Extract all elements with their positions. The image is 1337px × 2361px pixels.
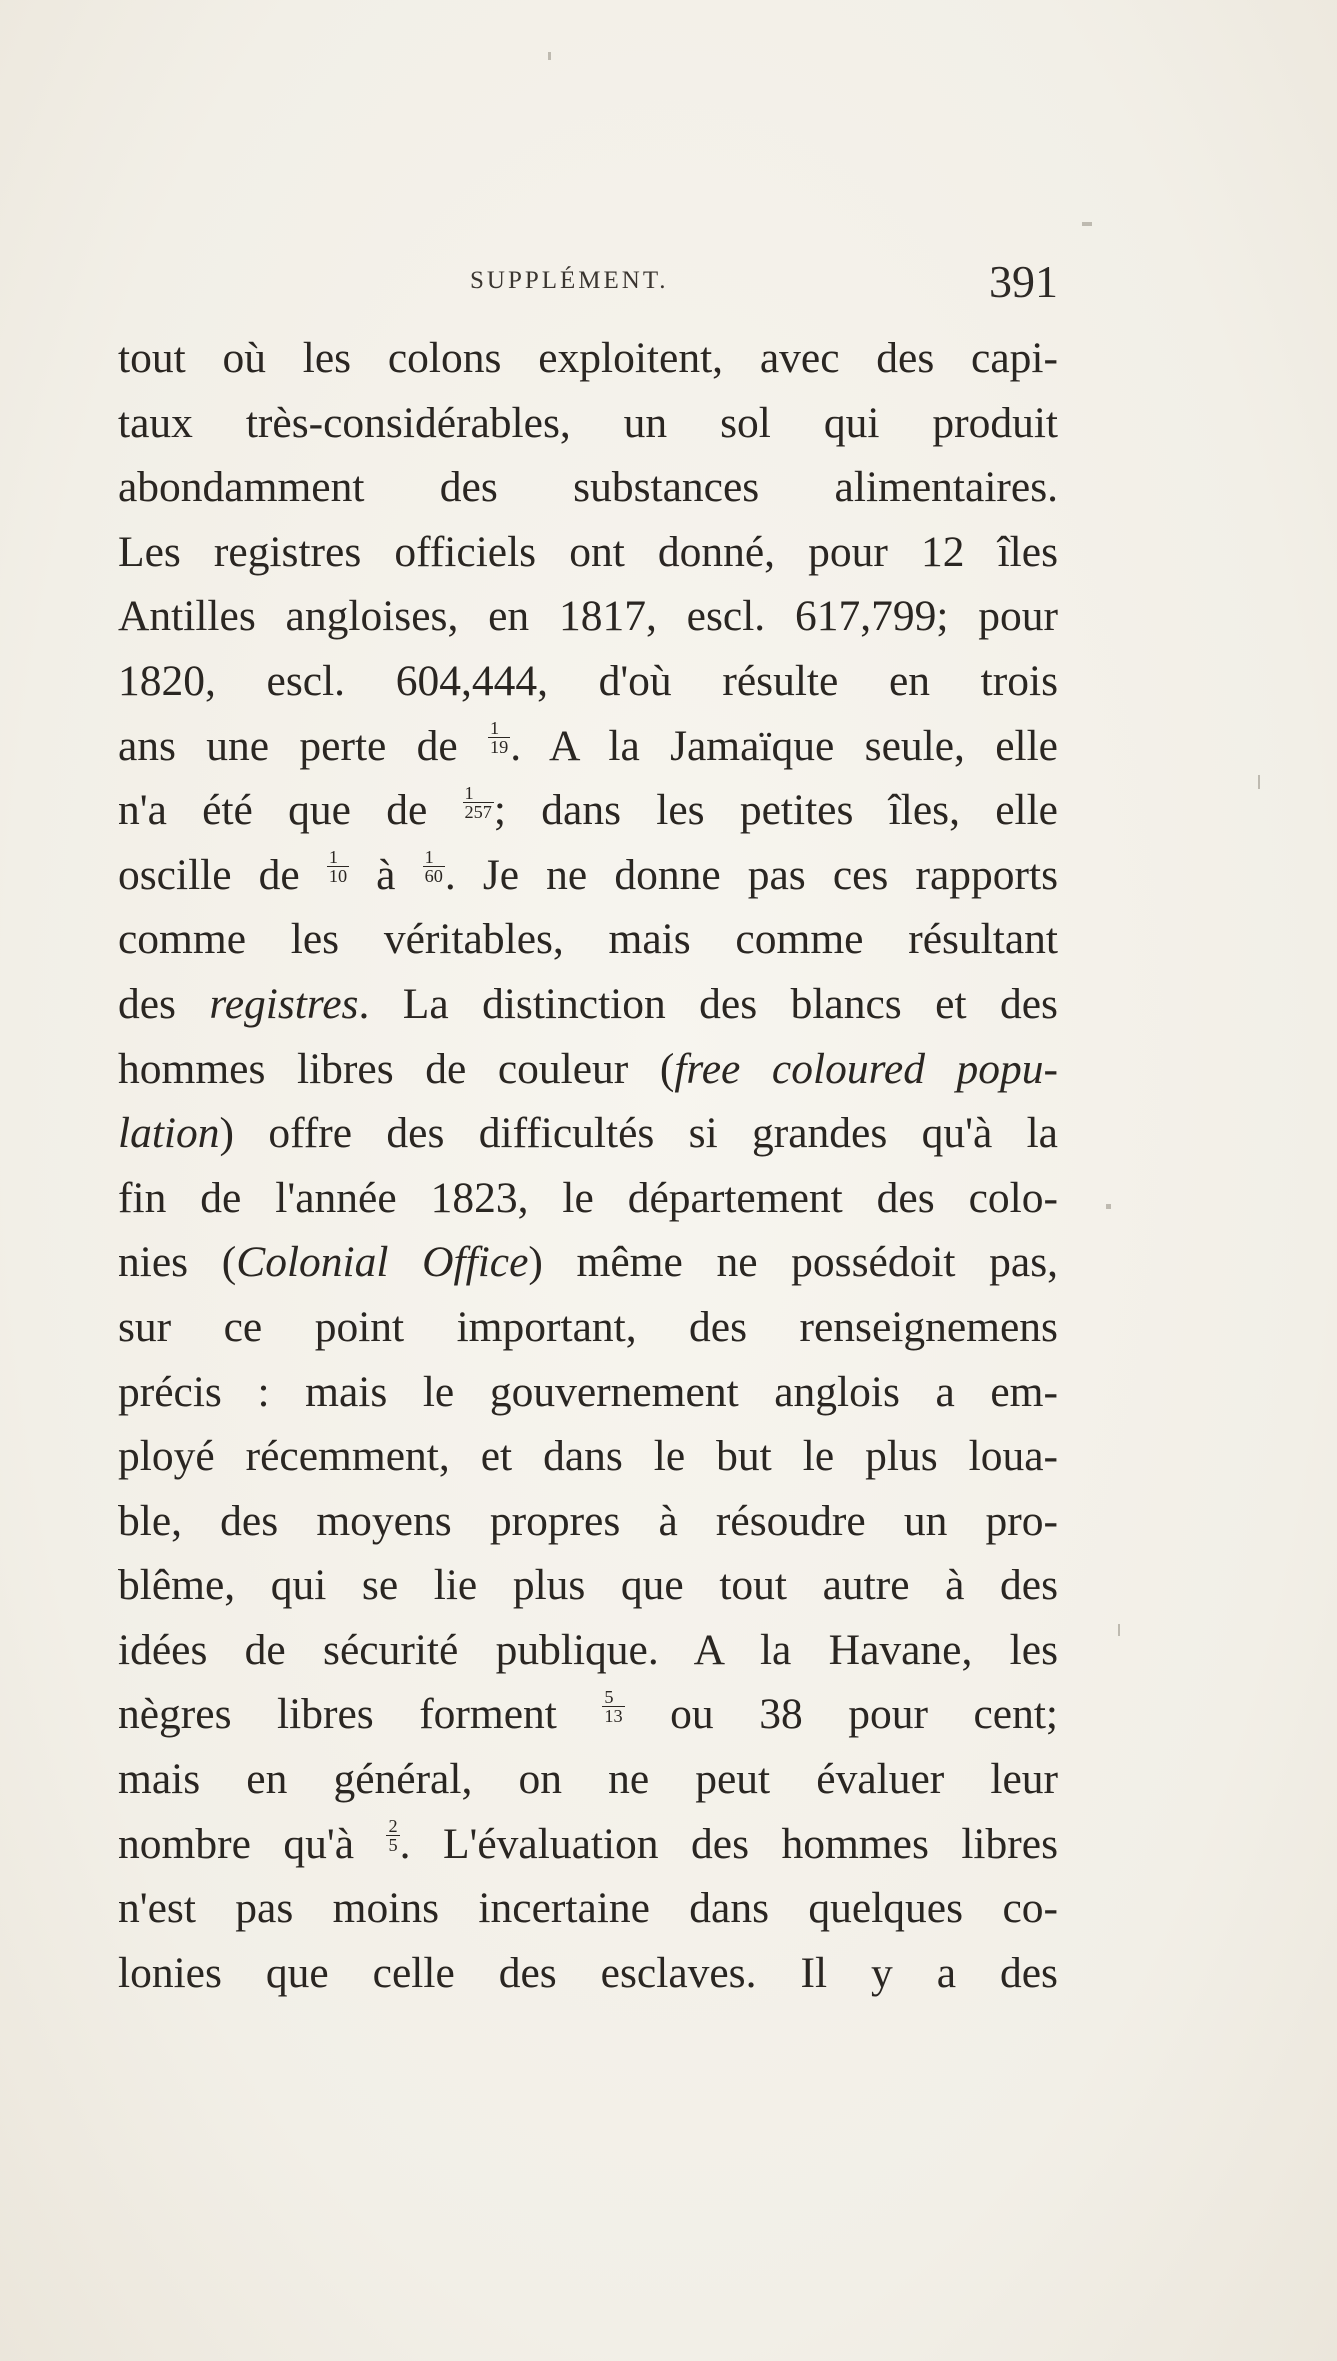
fraction-denominator: 257 bbox=[464, 801, 492, 822]
text-line bbox=[118, 1166, 1058, 1231]
text-line bbox=[118, 1876, 1058, 1941]
fraction-numerator: 2 bbox=[388, 1816, 398, 1836]
text-line bbox=[118, 1618, 1058, 1683]
fraction bbox=[488, 719, 510, 757]
text-line bbox=[118, 520, 1058, 585]
fraction-denominator: 13 bbox=[604, 1706, 623, 1727]
page-number: 391 bbox=[989, 256, 1058, 307]
fraction-denominator: 19 bbox=[490, 737, 509, 758]
fraction bbox=[463, 784, 494, 822]
text-line bbox=[118, 1230, 1058, 1295]
italic-segment: lation bbox=[118, 1109, 220, 1158]
running-head bbox=[118, 255, 1058, 315]
text-segment: 1820, escl. 604,444, d'où résulte en trois bbox=[118, 656, 1058, 705]
text-segment: n'a été que de bbox=[118, 786, 463, 835]
italic-segment: registres bbox=[209, 979, 359, 1028]
text-line bbox=[118, 972, 1058, 1037]
text-line bbox=[118, 1553, 1058, 1618]
text-segment: ployé récemment, et dans le but le plus loua- bbox=[118, 1432, 1058, 1481]
text-line bbox=[118, 1682, 1058, 1747]
text-segment: des bbox=[118, 979, 210, 1028]
italic-segment: Colonial Office bbox=[236, 1238, 529, 1287]
fraction-denominator: 10 bbox=[328, 866, 348, 887]
text-segment: . La distinction des blancs et des bbox=[358, 979, 1058, 1028]
text-line bbox=[118, 1489, 1058, 1554]
text-segment: . L'évaluation des hommes libres bbox=[399, 1819, 1058, 1868]
text-line bbox=[118, 843, 1058, 908]
text-line bbox=[118, 326, 1058, 391]
text-line bbox=[118, 907, 1058, 972]
fraction-numerator: 1 bbox=[488, 719, 510, 738]
fraction-numerator: 1 bbox=[463, 784, 494, 803]
text-line bbox=[118, 1360, 1058, 1425]
fraction bbox=[602, 1688, 624, 1726]
fraction-numerator: 1 bbox=[423, 848, 445, 867]
text-segment: ans une perte de bbox=[118, 721, 489, 770]
text-line bbox=[118, 1295, 1058, 1360]
text-line bbox=[118, 391, 1058, 456]
text-segment: Antilles angloises, en 1817, escl. 617,799; pour bbox=[118, 592, 1058, 641]
text-segment: abondamment des substances alimentaires. bbox=[118, 463, 1058, 512]
paper-speck bbox=[1106, 1204, 1111, 1209]
text-line bbox=[118, 649, 1058, 714]
paper-speck bbox=[548, 52, 551, 60]
text-segment: n'est pas moins incertaine dans quelques co- bbox=[118, 1884, 1058, 1933]
text-segment: tout où les colons exploitent, avec des capi- bbox=[118, 334, 1058, 382]
text-segment: ble, des moyens propres à résoudre un pro- bbox=[118, 1496, 1058, 1545]
fraction bbox=[386, 1817, 399, 1855]
fraction bbox=[327, 848, 349, 886]
text-segment: mais en général, on ne peut évaluer leur bbox=[118, 1755, 1058, 1804]
body-text bbox=[118, 326, 1058, 2005]
text-segment: à bbox=[349, 850, 423, 899]
text-line bbox=[118, 1424, 1058, 1489]
italic-segment: free coloured popu- bbox=[674, 1044, 1059, 1093]
text-segment: sur ce point important, des renseignemens bbox=[118, 1302, 1058, 1351]
text-segment: ) offre des difficultés si grandes qu'à la bbox=[219, 1109, 1058, 1158]
running-title: SUPPLÉMENT. bbox=[470, 267, 669, 294]
paper-speck bbox=[1082, 222, 1092, 226]
paper-speck bbox=[1118, 1624, 1120, 1636]
text-line bbox=[118, 1941, 1058, 2006]
text-segment: oscille de bbox=[118, 850, 327, 899]
text-line bbox=[118, 1037, 1058, 1102]
text-line bbox=[118, 455, 1058, 520]
text-segment: comme les véritables, mais comme résultant bbox=[118, 915, 1058, 964]
text-line bbox=[118, 778, 1058, 843]
fraction-numerator: 1 bbox=[327, 848, 349, 867]
text-segment: idées de sécurité publique. A la Havane, les bbox=[118, 1625, 1058, 1674]
text-segment: ; dans les petites îles, elle bbox=[493, 786, 1058, 835]
fraction-denominator: 60 bbox=[424, 866, 443, 887]
text-segment: . Je ne donne pas ces rapports bbox=[444, 850, 1058, 899]
text-line bbox=[118, 714, 1058, 779]
text-line bbox=[118, 1812, 1058, 1877]
paper-speck bbox=[1258, 775, 1260, 789]
fraction-numerator: 5 bbox=[602, 1688, 624, 1707]
text-segment: lonies que celle des esclaves. Il y a des bbox=[118, 1948, 1058, 1997]
text-segment: précis : mais le gouvernement anglois a em- bbox=[118, 1367, 1058, 1416]
text-segment: nies ( bbox=[118, 1238, 237, 1287]
text-segment: ) même ne possédoit pas, bbox=[528, 1238, 1058, 1287]
text-line bbox=[118, 1747, 1058, 1812]
text-segment: ou 38 pour cent; bbox=[624, 1690, 1058, 1739]
text-segment: Les registres officiels ont donné, pour 12 îles bbox=[118, 527, 1058, 576]
text-line bbox=[118, 1101, 1058, 1166]
text-segment: nègres libres forment bbox=[118, 1690, 603, 1739]
text-segment: fin de l'année 1823, le département des colo- bbox=[118, 1173, 1058, 1222]
text-segment: . A la Jamaïque seule, elle bbox=[510, 721, 1058, 770]
text-segment: nombre qu'à bbox=[118, 1819, 387, 1868]
text-segment: hommes libres de couleur ( bbox=[118, 1044, 675, 1093]
fraction-denominator: 5 bbox=[388, 1835, 398, 1856]
text-segment: taux très-considérables, un sol qui produit bbox=[118, 398, 1058, 447]
text-segment: blême, qui se lie plus que tout autre à des bbox=[118, 1561, 1058, 1610]
fraction bbox=[423, 848, 445, 886]
text-line bbox=[118, 584, 1058, 649]
